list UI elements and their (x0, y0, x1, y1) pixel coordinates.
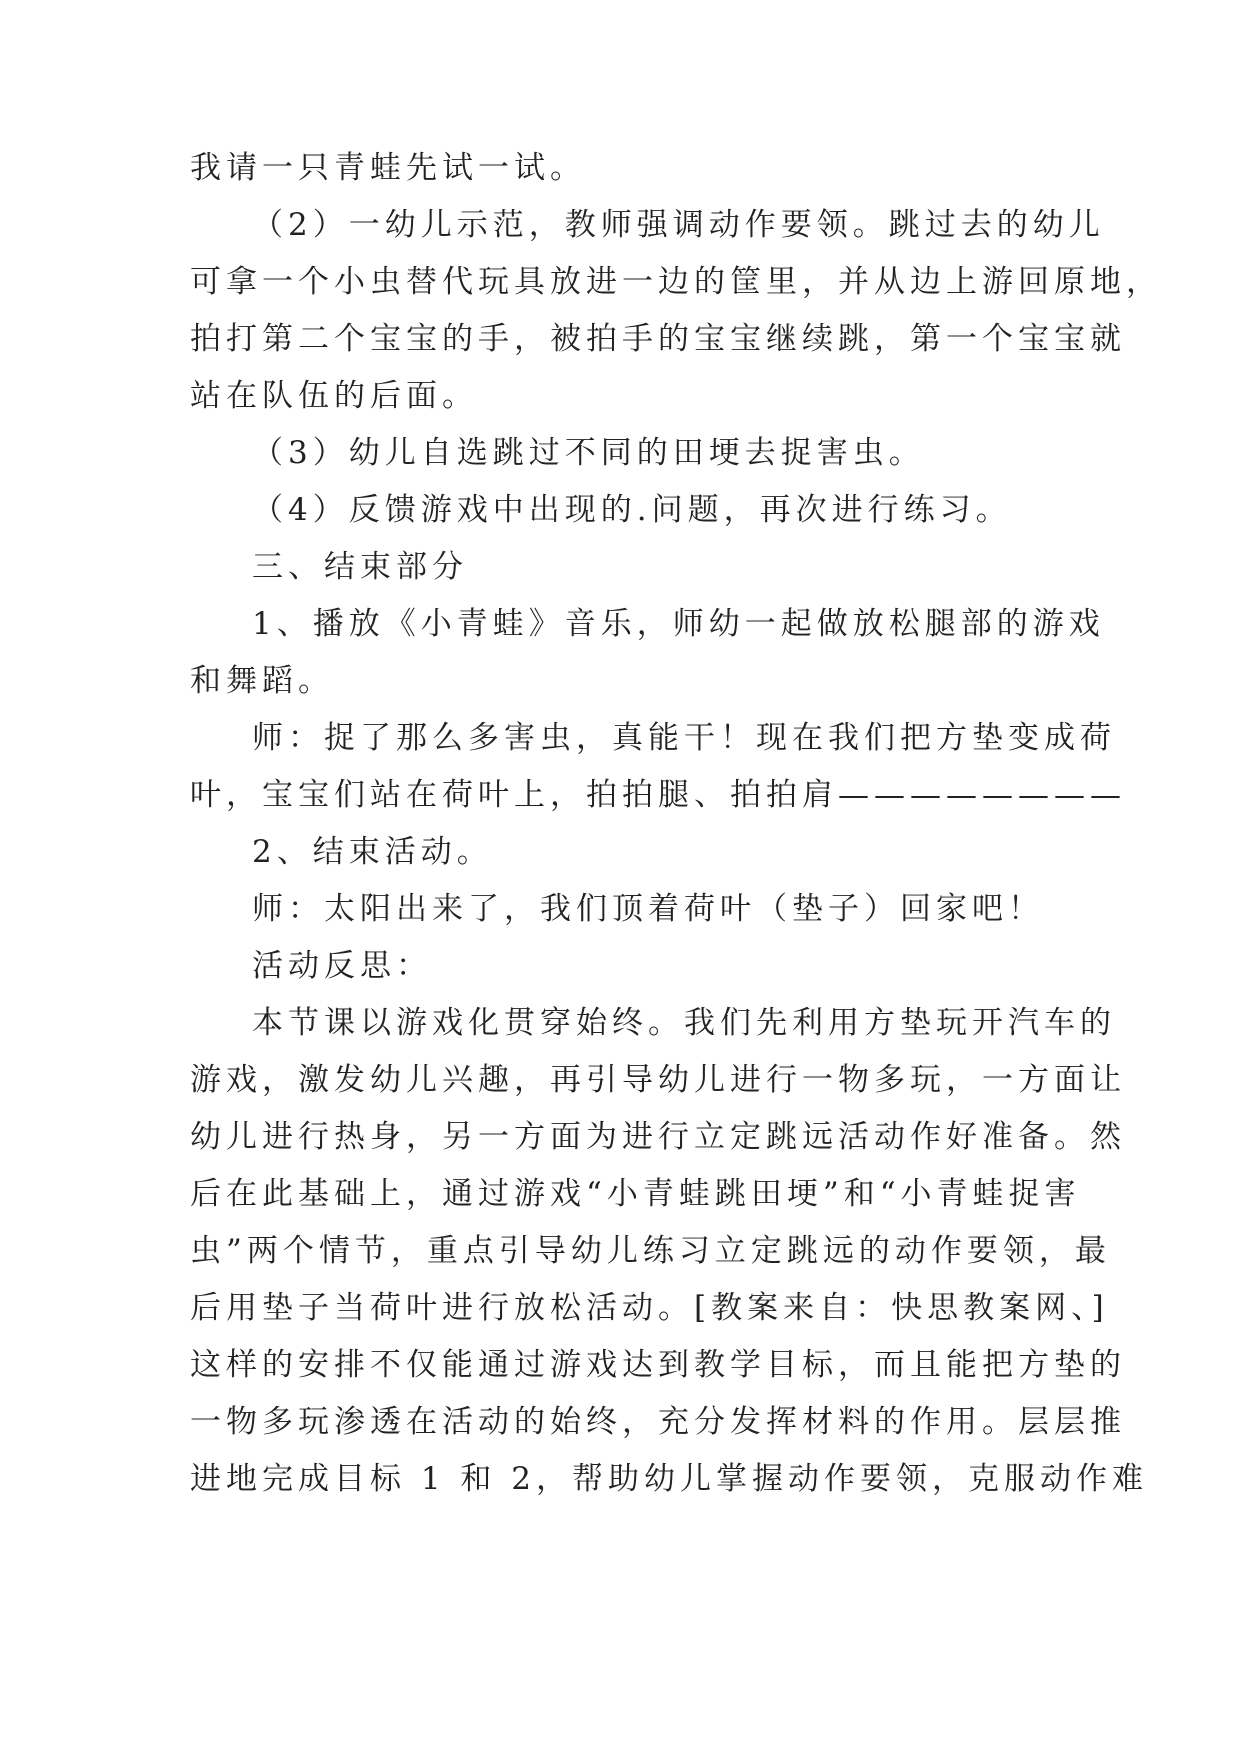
text-line: 一物多玩渗透在活动的始终，充分发挥材料的作用。层层推 (190, 1404, 1126, 1440)
text-line: 和舞蹈。 (190, 663, 334, 699)
text-line: 1、播放《小青蛙》音乐，师幼一起做放松腿部的游戏 (252, 606, 1105, 642)
text-line: 2、结束活动。 (252, 834, 493, 870)
text-line: 师：太阳出来了，我们顶着荷叶（垫子）回家吧！ (252, 891, 1044, 927)
section-heading: 三、结束部分 (252, 549, 468, 585)
text-line: 师：捉了那么多害虫，真能干！现在我们把方垫变成荷 (252, 720, 1116, 756)
text-line: 进地完成目标 1 和 2，帮助幼儿掌握动作要领，克服动作难 (190, 1461, 1149, 1497)
text-line: （4）反馈游戏中出现的.问题，再次进行练习。 (252, 492, 1012, 528)
text-line: 叶，宝宝们站在荷叶上，拍拍腿、拍拍肩———————— (190, 777, 1126, 813)
text-line: 本节课以游戏化贯穿始终。我们先利用方垫玩开汽车的 (252, 1005, 1116, 1041)
text-line: 可拿一个小虫替代玩具放进一边的筐里，并从边上游回原地， (190, 264, 1162, 300)
text-line: 虫”两个情节，重点引导幼儿练习立定跳远的动作要领，最 (190, 1233, 1111, 1269)
text-line: 拍打第二个宝宝的手，被拍手的宝宝继续跳，第一个宝宝就 (190, 321, 1126, 357)
text-line: 后在此基础上，通过游戏“小青蛙跳田埂”和“小青蛙捉害 (190, 1176, 1081, 1212)
text-line: 幼儿进行热身，另一方面为进行立定跳远活动作好准备。然 (190, 1119, 1126, 1155)
text-line: 这样的安排不仅能通过游戏达到教学目标，而且能把方垫的 (190, 1347, 1126, 1383)
text-line: （3）幼儿自选跳过不同的田埂去捉害虫。 (252, 435, 925, 471)
text-line: （2）一幼儿示范，教师强调动作要领。跳过去的幼儿 (252, 207, 1105, 243)
section-heading: 活动反思： (252, 948, 432, 984)
text-line: 我请一只青蛙先试一试。 (190, 150, 586, 186)
text-line: 游戏，激发幼儿兴趣，再引导幼儿进行一物多玩，一方面让 (190, 1062, 1126, 1098)
text-line: 后用垫子当荷叶进行放松活动。[教案来自：快思教案网、] (190, 1290, 1109, 1326)
text-line: 站在队伍的后面。 (190, 378, 478, 414)
